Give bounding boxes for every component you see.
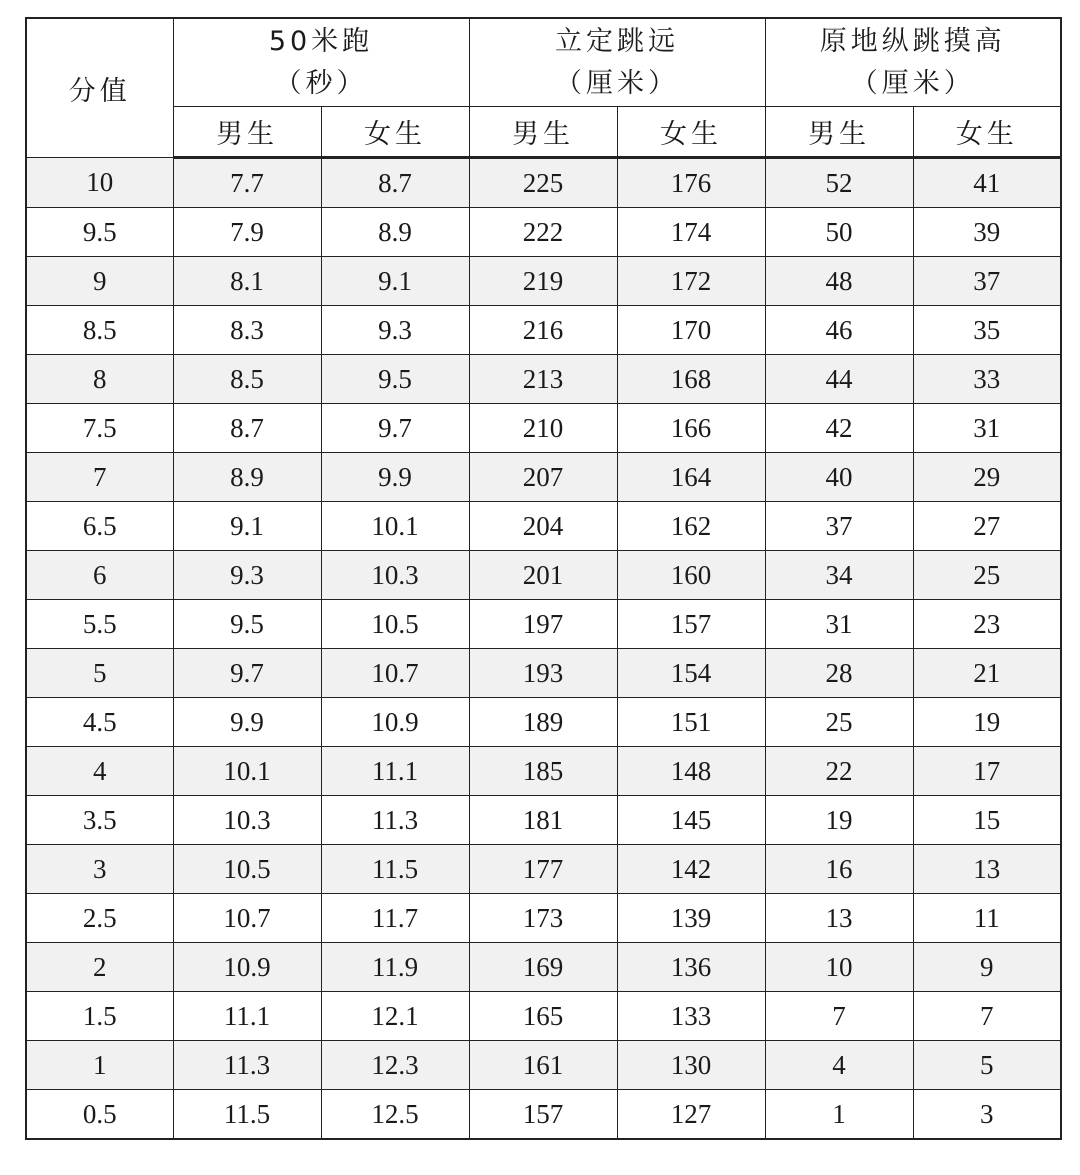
long-jump-female-cell: 170 <box>617 306 765 355</box>
reach-female-cell: 21 <box>913 649 1061 698</box>
sprint-male-cell: 7.9 <box>173 208 321 257</box>
score-cell: 0.5 <box>26 1090 173 1140</box>
long-jump-female-cell: 139 <box>617 894 765 943</box>
reach-male-cell: 50 <box>765 208 913 257</box>
score-cell: 1 <box>26 1041 173 1090</box>
sprint-female-cell: 12.1 <box>321 992 469 1041</box>
reach-female-cell: 5 <box>913 1041 1061 1090</box>
group-title: 立定跳远 <box>555 25 680 57</box>
sprint-female-cell: 10.5 <box>321 600 469 649</box>
reach-male-cell: 31 <box>765 600 913 649</box>
reach-female-cell: 7 <box>913 992 1061 1041</box>
table-row <box>26 894 1061 943</box>
long-jump-female-cell: 154 <box>617 649 765 698</box>
long-jump-female-cell: 160 <box>617 551 765 600</box>
group-unit: （厘米） <box>850 67 975 99</box>
reach-female-cell: 27 <box>913 502 1061 551</box>
score-cell: 8.5 <box>26 306 173 355</box>
female-header: 女生 <box>913 107 1061 158</box>
sprint-female-cell: 10.9 <box>321 698 469 747</box>
sprint-male-cell: 9.7 <box>173 649 321 698</box>
sprint-male-cell: 9.1 <box>173 502 321 551</box>
sprint-female-cell: 11.5 <box>321 845 469 894</box>
reach-male-cell: 1 <box>765 1090 913 1140</box>
table-body <box>26 158 1061 1140</box>
long-jump-female-cell: 145 <box>617 796 765 845</box>
sprint-male-cell: 9.9 <box>173 698 321 747</box>
long-jump-male-cell: 216 <box>469 306 617 355</box>
reach-female-cell: 33 <box>913 355 1061 404</box>
table-row <box>26 649 1061 698</box>
long-jump-female-cell: 133 <box>617 992 765 1041</box>
male-header: 男生 <box>765 107 913 158</box>
score-cell: 9 <box>26 257 173 306</box>
score-cell: 3 <box>26 845 173 894</box>
sprint-male-cell: 8.9 <box>173 453 321 502</box>
long-jump-female-cell: 164 <box>617 453 765 502</box>
sprint-male-cell: 10.3 <box>173 796 321 845</box>
reach-male-cell: 10 <box>765 943 913 992</box>
reach-female-cell: 15 <box>913 796 1061 845</box>
score-column-header: 分值 <box>26 18 173 158</box>
reach-female-cell: 37 <box>913 257 1061 306</box>
sprint-female-cell: 8.7 <box>321 158 469 208</box>
score-cell: 6 <box>26 551 173 600</box>
long-jump-female-cell: 168 <box>617 355 765 404</box>
group-title: 原地纵跳摸高 <box>819 25 1006 57</box>
score-cell: 8 <box>26 355 173 404</box>
long-jump-male-cell: 193 <box>469 649 617 698</box>
reach-female-cell: 11 <box>913 894 1061 943</box>
sprint-female-cell: 11.9 <box>321 943 469 992</box>
long-jump-female-cell: 136 <box>617 943 765 992</box>
reach-male-cell: 44 <box>765 355 913 404</box>
sprint-male-cell: 7.7 <box>173 158 321 208</box>
reach-female-cell: 35 <box>913 306 1061 355</box>
reach-female-cell: 23 <box>913 600 1061 649</box>
female-header: 女生 <box>321 107 469 158</box>
table-row <box>26 502 1061 551</box>
reach-male-cell: 7 <box>765 992 913 1041</box>
reach-female-cell: 25 <box>913 551 1061 600</box>
long-jump-female-cell: 130 <box>617 1041 765 1090</box>
long-jump-female-cell: 142 <box>617 845 765 894</box>
long-jump-male-cell: 204 <box>469 502 617 551</box>
reach-male-cell: 52 <box>765 158 913 208</box>
sprint-male-cell: 8.3 <box>173 306 321 355</box>
long-jump-male-cell: 219 <box>469 257 617 306</box>
sprint-female-cell: 9.1 <box>321 257 469 306</box>
sprint-male-cell: 9.3 <box>173 551 321 600</box>
score-cell: 6.5 <box>26 502 173 551</box>
group-unit: （厘米） <box>555 67 680 99</box>
reach-male-cell: 22 <box>765 747 913 796</box>
long-jump-male-cell: 213 <box>469 355 617 404</box>
long-jump-male-cell: 189 <box>469 698 617 747</box>
sprint-female-cell: 9.9 <box>321 453 469 502</box>
reach-male-cell: 42 <box>765 404 913 453</box>
long-jump-male-cell: 173 <box>469 894 617 943</box>
reach-male-cell: 40 <box>765 453 913 502</box>
sprint-female-cell: 9.5 <box>321 355 469 404</box>
reach-male-cell: 16 <box>765 845 913 894</box>
group-title: 50米跑 <box>268 25 374 57</box>
table-row <box>26 404 1061 453</box>
reach-female-cell: 39 <box>913 208 1061 257</box>
table-row <box>26 453 1061 502</box>
sprint-male-cell: 10.9 <box>173 943 321 992</box>
reach-male-cell: 34 <box>765 551 913 600</box>
table-row <box>26 208 1061 257</box>
male-header: 男生 <box>173 107 321 158</box>
table-row <box>26 306 1061 355</box>
sprint-female-cell: 10.1 <box>321 502 469 551</box>
reach-female-cell: 13 <box>913 845 1061 894</box>
long-jump-female-cell: 127 <box>617 1090 765 1140</box>
table-header <box>26 18 1061 158</box>
long-jump-female-cell: 174 <box>617 208 765 257</box>
sprint-male-cell: 10.7 <box>173 894 321 943</box>
reach-male-cell: 28 <box>765 649 913 698</box>
long-jump-male-cell: 185 <box>469 747 617 796</box>
reach-female-cell: 17 <box>913 747 1061 796</box>
long-jump-male-cell: 210 <box>469 404 617 453</box>
sprint-female-cell: 11.3 <box>321 796 469 845</box>
sprint-female-cell: 12.3 <box>321 1041 469 1090</box>
long-jump-male-cell: 169 <box>469 943 617 992</box>
score-cell: 4 <box>26 747 173 796</box>
table-row <box>26 992 1061 1041</box>
long-jump-male-cell: 197 <box>469 600 617 649</box>
table-row <box>26 845 1061 894</box>
reach-female-cell: 41 <box>913 158 1061 208</box>
long-jump-female-cell: 148 <box>617 747 765 796</box>
sprint-female-cell: 10.7 <box>321 649 469 698</box>
sprint-male-cell: 11.5 <box>173 1090 321 1140</box>
score-cell: 5.5 <box>26 600 173 649</box>
table-row <box>26 158 1061 208</box>
sprint-female-cell: 11.1 <box>321 747 469 796</box>
sprint-male-cell: 8.1 <box>173 257 321 306</box>
vertical-jump-reach-header <box>765 18 1061 107</box>
reach-female-cell: 31 <box>913 404 1061 453</box>
score-table <box>25 17 1062 1140</box>
reach-male-cell: 37 <box>765 502 913 551</box>
long-jump-male-cell: 207 <box>469 453 617 502</box>
table-row <box>26 747 1061 796</box>
sprint-male-cell: 10.1 <box>173 747 321 796</box>
sprint-male-cell: 8.7 <box>173 404 321 453</box>
table-row <box>26 355 1061 404</box>
sprint-50m-header <box>173 18 469 107</box>
long-jump-female-cell: 176 <box>617 158 765 208</box>
sprint-female-cell: 9.3 <box>321 306 469 355</box>
score-cell: 2.5 <box>26 894 173 943</box>
table-row <box>26 943 1061 992</box>
score-cell: 4.5 <box>26 698 173 747</box>
table-row <box>26 257 1061 306</box>
reach-male-cell: 4 <box>765 1041 913 1090</box>
long-jump-male-cell: 222 <box>469 208 617 257</box>
female-header: 女生 <box>617 107 765 158</box>
sprint-female-cell: 10.3 <box>321 551 469 600</box>
sprint-female-cell: 8.9 <box>321 208 469 257</box>
table-row <box>26 1041 1061 1090</box>
long-jump-male-cell: 225 <box>469 158 617 208</box>
sprint-male-cell: 11.1 <box>173 992 321 1041</box>
male-header: 男生 <box>469 107 617 158</box>
score-cell: 9.5 <box>26 208 173 257</box>
standing-long-jump-header <box>469 18 765 107</box>
score-cell: 1.5 <box>26 992 173 1041</box>
table-row <box>26 1090 1061 1140</box>
long-jump-female-cell: 166 <box>617 404 765 453</box>
long-jump-male-cell: 177 <box>469 845 617 894</box>
sprint-male-cell: 10.5 <box>173 845 321 894</box>
long-jump-female-cell: 162 <box>617 502 765 551</box>
reach-female-cell: 3 <box>913 1090 1061 1140</box>
long-jump-female-cell: 172 <box>617 257 765 306</box>
score-cell: 3.5 <box>26 796 173 845</box>
long-jump-male-cell: 201 <box>469 551 617 600</box>
long-jump-female-cell: 151 <box>617 698 765 747</box>
score-cell: 7.5 <box>26 404 173 453</box>
reach-male-cell: 13 <box>765 894 913 943</box>
sprint-female-cell: 9.7 <box>321 404 469 453</box>
long-jump-male-cell: 181 <box>469 796 617 845</box>
sprint-female-cell: 12.5 <box>321 1090 469 1140</box>
reach-male-cell: 48 <box>765 257 913 306</box>
sprint-male-cell: 9.5 <box>173 600 321 649</box>
reach-female-cell: 29 <box>913 453 1061 502</box>
sprint-male-cell: 8.5 <box>173 355 321 404</box>
score-cell: 7 <box>26 453 173 502</box>
score-cell: 10 <box>26 158 173 208</box>
reach-female-cell: 19 <box>913 698 1061 747</box>
reach-male-cell: 25 <box>765 698 913 747</box>
group-unit: （秒） <box>274 67 368 99</box>
sprint-male-cell: 11.3 <box>173 1041 321 1090</box>
table-row <box>26 698 1061 747</box>
score-cell: 2 <box>26 943 173 992</box>
table-row <box>26 551 1061 600</box>
reach-female-cell: 9 <box>913 943 1061 992</box>
table-row <box>26 600 1061 649</box>
sprint-female-cell: 11.7 <box>321 894 469 943</box>
reach-male-cell: 46 <box>765 306 913 355</box>
long-jump-male-cell: 165 <box>469 992 617 1041</box>
score-cell: 5 <box>26 649 173 698</box>
reach-male-cell: 19 <box>765 796 913 845</box>
long-jump-male-cell: 157 <box>469 1090 617 1140</box>
long-jump-male-cell: 161 <box>469 1041 617 1090</box>
table-row <box>26 796 1061 845</box>
long-jump-female-cell: 157 <box>617 600 765 649</box>
